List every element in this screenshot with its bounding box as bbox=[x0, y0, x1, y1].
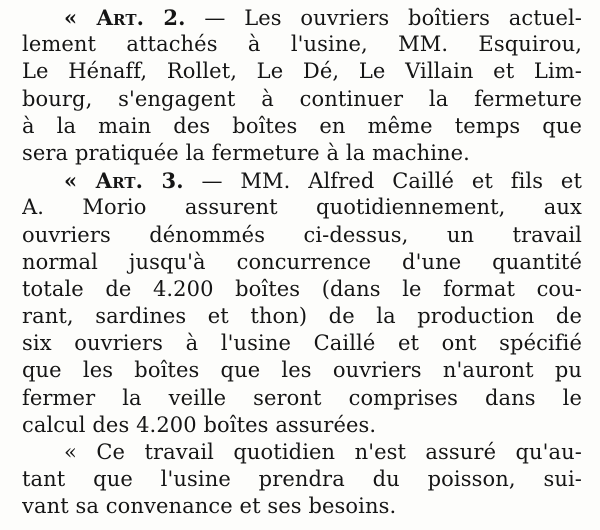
text-line: normal jusqu'à concurrence d'une quantité bbox=[22, 249, 582, 274]
text-line: tant que l'usine prendra du poisson, sui- bbox=[22, 467, 582, 492]
text-line: rant, sardines et thon) de la production de bbox=[22, 304, 582, 329]
text-line: Le Hénaff, Rollet, Le Dé, Le Villain et Lim- bbox=[22, 59, 582, 84]
text-line: sera pratiquée la fermeture à la machine. bbox=[22, 140, 470, 165]
article-heading: « Art. 3. bbox=[64, 168, 184, 194]
text-line: totale de 4.200 boîtes (dans le format cou- bbox=[22, 276, 582, 301]
text-line: lement attachés à l'usine, MM. Esquirou, bbox=[22, 32, 582, 57]
text-line: bourg, s'engagent à continuer la fermeture bbox=[22, 86, 582, 111]
text-line: vant sa convenance et ses besoins. bbox=[22, 494, 397, 519]
text-line: ouvriers dénommés ci-dessus, un travail bbox=[22, 222, 582, 247]
article-heading: « Art. 2. bbox=[64, 5, 186, 30]
text-line: six ouvriers à l'usine Caillé et ont spécifié bbox=[22, 331, 582, 356]
text-line: à la main des boîtes en même temps que bbox=[22, 113, 582, 138]
article-2 bbox=[22, 4, 582, 167]
article-3 bbox=[22, 167, 582, 439]
text-line: « Ce travail quotidien n'est assuré qu'au- bbox=[64, 440, 582, 464]
text-line: fermer la veille seront comprises dans le bbox=[22, 385, 582, 410]
text-line: A. Morio assurent quotidiennement, aux bbox=[22, 195, 582, 220]
line-text: — Les ouvriers boîtiers actuel- bbox=[185, 6, 582, 30]
text-line bbox=[22, 167, 582, 194]
paragraph-conditions bbox=[22, 439, 582, 521]
line-text: — MM. Alfred Caillé et fils et bbox=[183, 169, 582, 194]
text-line bbox=[22, 4, 582, 31]
text-line: que les boîtes que les ouvriers n'auront pu bbox=[22, 358, 582, 383]
text-line: calcul des 4.200 boîtes assurées. bbox=[22, 412, 377, 437]
